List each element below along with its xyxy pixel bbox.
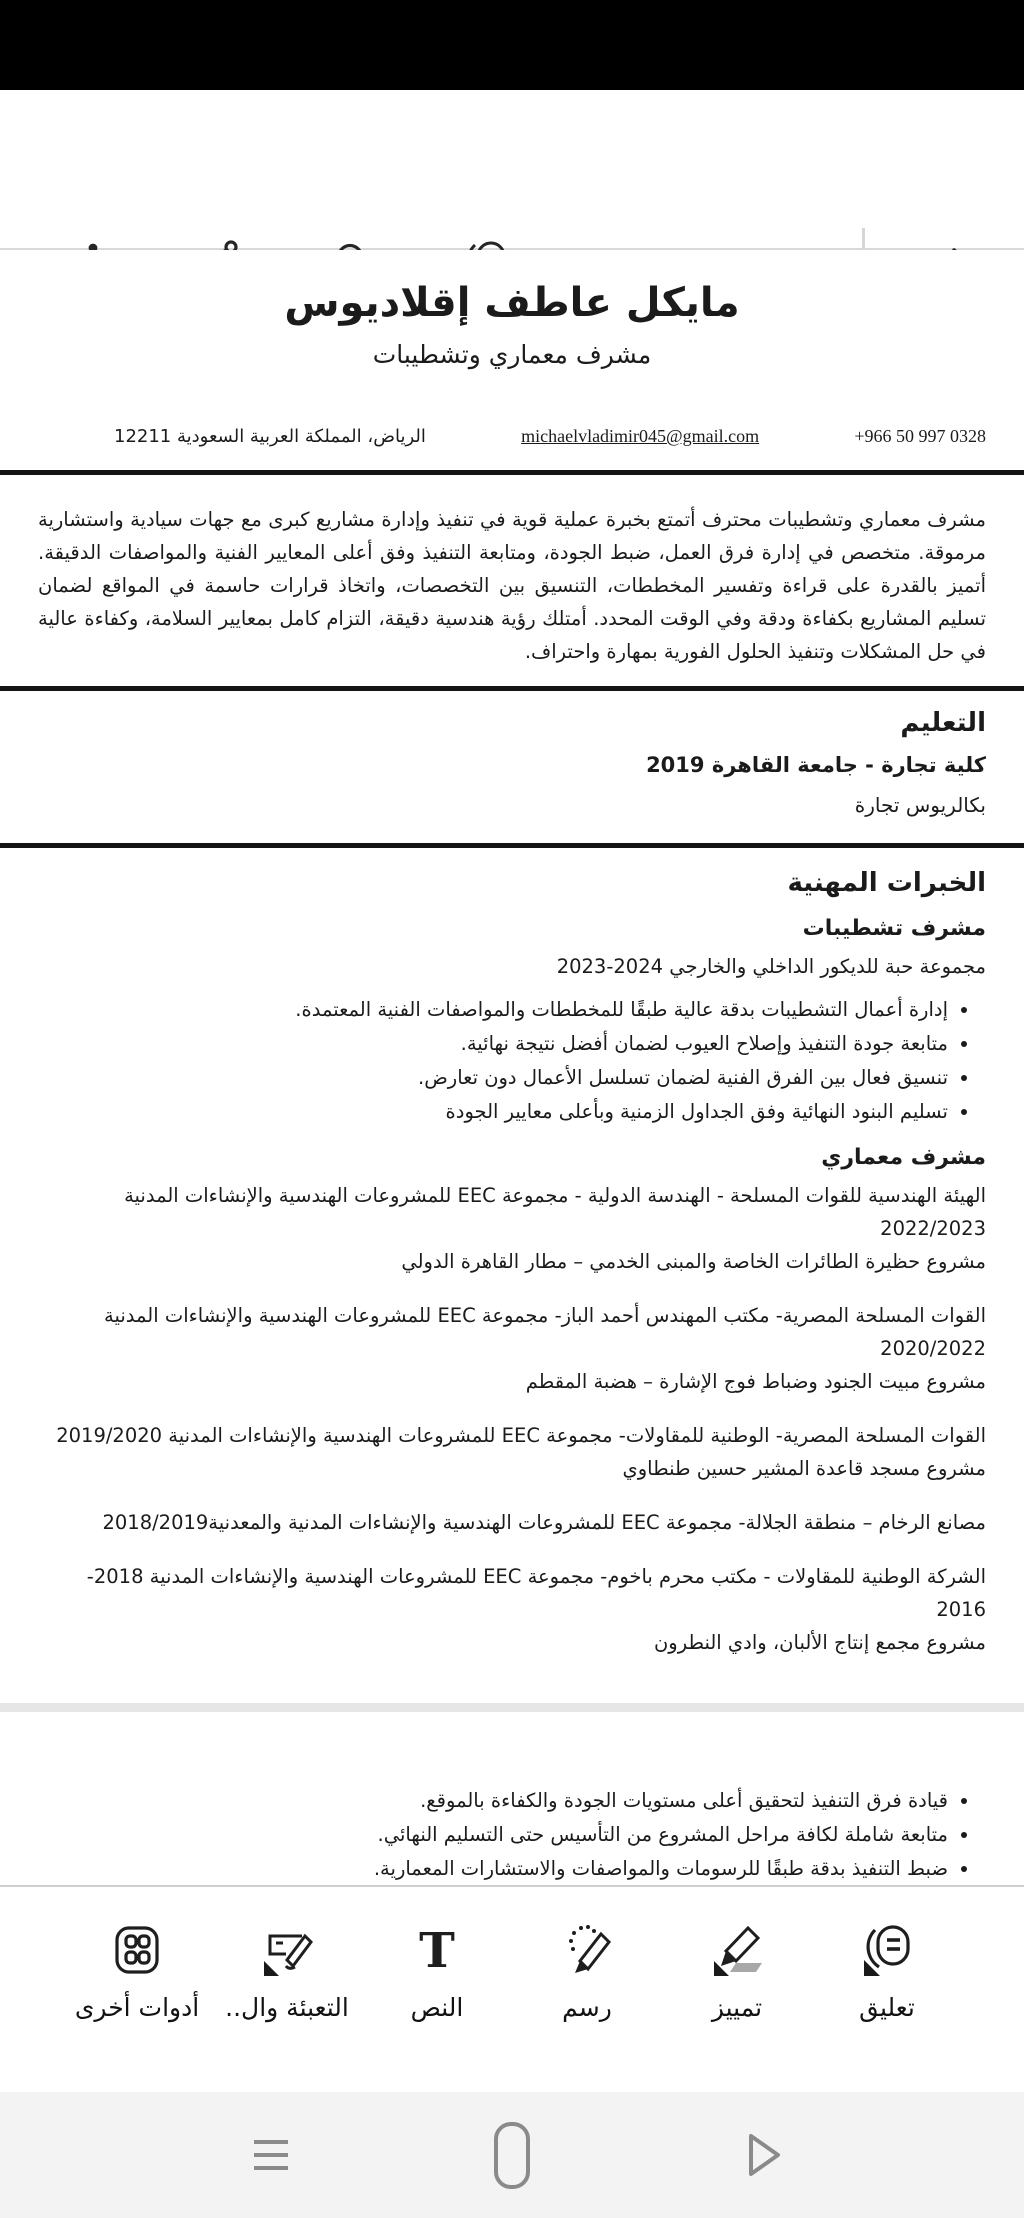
contact-row [38, 426, 986, 447]
highlight-mark [730, 1963, 762, 1972]
tool-label: التعبئة وال.. [225, 1993, 349, 2022]
role-bullet-list [38, 993, 974, 1129]
contact-location: الرياض، المملكة العربية السعودية 12211 [114, 426, 426, 447]
bullet-item: • تنسيق فعال بين الفرق الفنية لضمان تسلسل الأعمال دون تعارض. [38, 1061, 948, 1095]
entry-project: مشروع مسجد قاعدة المشير حسين طنطاوي [622, 1457, 986, 1480]
tool-highlight[interactable] [662, 1887, 812, 2092]
tool-label: تعليق [859, 1993, 915, 2022]
entry-org: الهيئة الهندسية للقوات المسلحة - الهندسة الدولية - مجموعة EEC للمشروعات الهندسية والإنشاءات المدنية 2022/2023 [124, 1184, 986, 1240]
contact-email-link[interactable]: michaelvladimir045@gmail.com [521, 426, 760, 446]
cv-summary: مشرف معماري وتشطيبات محترف أتمتع بخبرة عملية قوية في تنفيذ وإدارة مشاريع كبرى مع جهات سيادية واستشارية مرموقة. متخصص في إدارة فرق العمل، ضبط الجودة، ومتابعة التنفيذ وفق أعلى المعايير الفنية والمواصفات الدقيقة. أتميز بالقدرة على قراءة وتفسير المخططات، التنسيق بين التخصصات، واتخاذ قرارات حاسمة في المواقع لضمان تسليم المشاريع بكفاءة ودقة وفي الوقت المحدد. أمتلك رؤية هندسية دقيقة، التزام كامل بمعايير السلامة، وكفاءة عالية في حل المشكلات وتنفيذ الحلول الفورية بمهارة واحتراف. [38, 508, 986, 663]
tool-draw[interactable] [512, 1887, 662, 2092]
education-degree: كلية تجارة - جامعة القاهرة 2019 [646, 753, 986, 777]
bullet-item: • متابعة جودة التنفيذ وإصلاح العيوب لضمان أفضل نتيجة نهائية. [38, 1027, 948, 1061]
role-title-finishing: مشرف تشطيبات [802, 916, 986, 941]
experience-entry [38, 1419, 986, 1485]
entry-org: مصانع الرخام – منطقة الجلالة- مجموعة EEC للمشروعات الهندسية والإنشاءات المدنية والمعدنية2018/2019 [102, 1511, 986, 1534]
svg-text:T: T [419, 1923, 455, 1977]
section-rule [0, 843, 1024, 848]
experience-entry [38, 1506, 986, 1539]
tool-label: تمييز [711, 1993, 763, 2022]
experience-entry [38, 1179, 986, 1278]
highlighter-icon [710, 1923, 764, 1977]
experience-entry [38, 1299, 986, 1398]
top-toolbar [0, 90, 1024, 250]
home-button[interactable] [493, 2121, 531, 2191]
tool-fill-and-sign[interactable] [212, 1887, 362, 2092]
entry-project: مشروع مجمع إنتاج الألبان، وادي النطرون [653, 1631, 986, 1654]
bullet-item: • إدارة أعمال التشطيبات بدقة عالية طبقًا للمخططات والمواصفات الفنية المعتمدة. [38, 993, 948, 1027]
cv-title: مشرف معماري وتشطيبات [372, 340, 652, 369]
text-tool-icon [410, 1923, 464, 1977]
role-org: مجموعة حبة للديكور الداخلي والخارجي 2024-2023 [556, 955, 986, 978]
entry-org: القوات المسلحة المصرية- مكتب المهندس أحمد الباز- مجموعة EEC للمشروعات الهندسية والإنشاءات المدنية 2020/2022 [104, 1304, 986, 1360]
contact-phone: +966 50 997 0328 [854, 426, 986, 446]
more-tools-grid-icon [110, 1923, 164, 1977]
pdf-page-1 [0, 250, 1024, 1703]
entry-project: مشروع مبيت الجنود وضباط فوج الإشارة – هضبة المقطم [525, 1370, 986, 1393]
tool-label: أدوات أخرى [74, 1993, 200, 2022]
tool-more-tools[interactable] [62, 1887, 212, 2092]
back-button[interactable] [744, 2131, 784, 2179]
comment-bubble-icon [860, 1923, 914, 1977]
cv-name: مايكل عاطف إقلاديوس [284, 280, 740, 326]
status-bar [0, 0, 1024, 90]
experience-heading: الخبرات المهنية [787, 868, 986, 898]
education-detail: بكالريوس تجارة [854, 793, 986, 817]
corner-triangle [264, 1961, 279, 1976]
page-gap [0, 1703, 1024, 1712]
android-nav-bar [0, 2092, 1024, 2218]
experience-entry [38, 1560, 986, 1659]
bullet-item: • قيادة فرق التنفيذ لتحقيق أعلى مستويات الجودة والكفاءة بالموقع. [38, 1784, 948, 1818]
tool-label: رسم [562, 1993, 612, 2022]
education-heading: التعليم [900, 708, 986, 738]
section-rule [0, 686, 1024, 691]
tool-label: النص [410, 1993, 464, 2022]
tool-comment[interactable] [812, 1887, 962, 2092]
bullet-item: • متابعة شاملة لكافة مراحل المشروع من التأسيس حتى التسليم النهائي. [38, 1818, 948, 1852]
fill-and-sign-icon [260, 1923, 314, 1977]
draw-pencil-icon [560, 1923, 614, 1977]
bullet-item: • ضبط التنفيذ بدقة طبقًا للرسومات والمواصفات والاستشارات المعمارية. [38, 1852, 948, 1886]
recents-menu-button[interactable] [252, 2137, 290, 2175]
role-title-architectural: مشرف معماري [821, 1145, 986, 1170]
bullet-item: • تسليم البنود النهائية وفق الجداول الزمنية وبأعلى معايير الجودة [38, 1095, 948, 1129]
annotation-toolbar [0, 1885, 1024, 2092]
entry-org: الشركة الوطنية للمقاولات - مكتب محرم باخوم- مجموعة EEC للمشروعات الهندسية والإنشاءات المدنية 2018-2016 [86, 1565, 986, 1621]
entry-org: القوات المسلحة المصرية- الوطنية للمقاولات- مجموعة EEC للمشروعات الهندسية والإنشاءات المدنية 2019/2020 [56, 1424, 986, 1447]
entry-project: مشروع حظيرة الطائرات الخاصة والمبنى الخدمي – مطار القاهرة الدولي [401, 1250, 986, 1273]
section-rule [0, 470, 1024, 475]
tool-text[interactable] [362, 1887, 512, 2092]
